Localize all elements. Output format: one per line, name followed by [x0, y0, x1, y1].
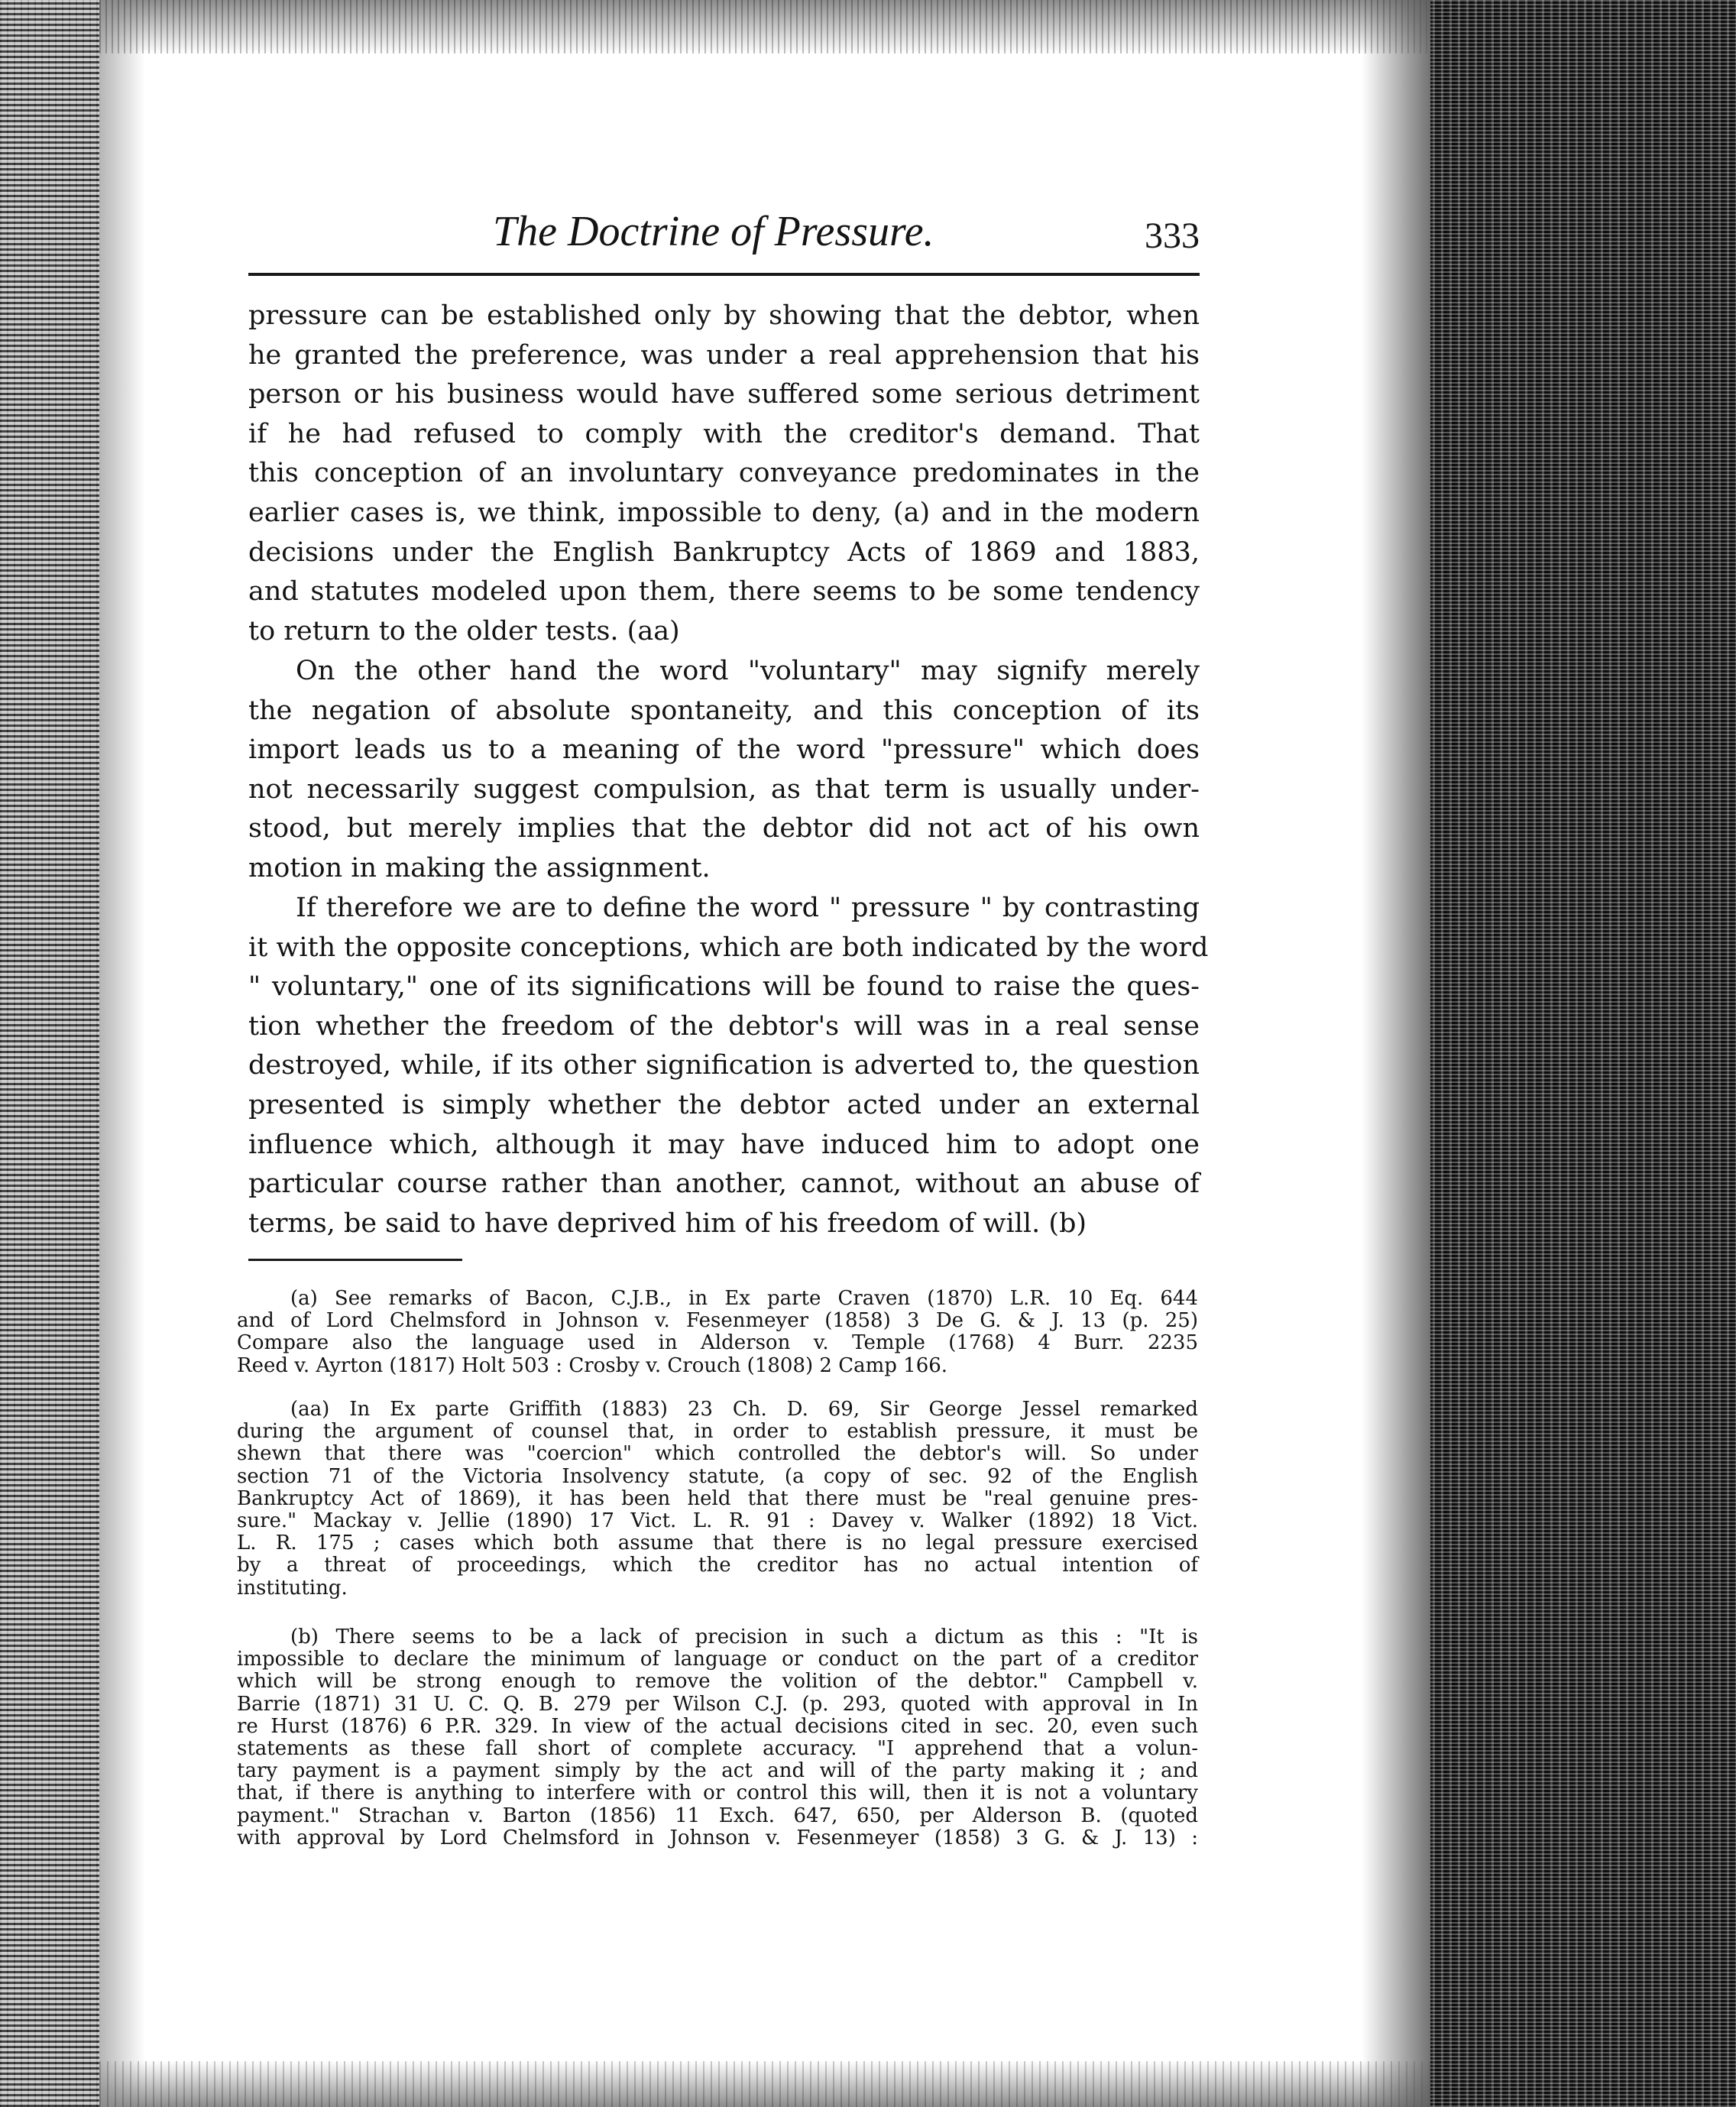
text-line: it with the opposite conceptions, which are both indicated by the word — [248, 932, 1209, 963]
footnote-line: sure." Mackay v. Jellie (1890) 17 Vict. L. R. 91 : Davey v. Walker (1892) 18 Vict. — [237, 1509, 1198, 1533]
footnote-line: with approval by Lord Chelmsford in Johnson v. Fesenmeyer (1858) 3 G. & J. 13) : — [237, 1826, 1198, 1849]
running-title: The Doctrine of Pressure. — [493, 208, 934, 255]
footnote-line: section 71 of the Victoria Insolvency statute, (a copy of sec. 92 of the English — [237, 1464, 1198, 1488]
text-line: pressure can be established only by showing that the debtor, when — [248, 300, 1200, 331]
footnote-separator — [248, 1259, 462, 1261]
footnote-line: L. R. 175 ; cases which both assume that there is no legal pressure exercised — [237, 1532, 1198, 1555]
footnote-a — [237, 1288, 1198, 1377]
body-paragraph-1 — [248, 297, 1200, 651]
footnote-line: shewn that there was "coercion" which controlled the debtor's will. So under — [237, 1442, 1198, 1466]
footnote-b — [237, 1626, 1198, 1849]
text-line: " voluntary," one of its significations will be found to raise the ques- — [248, 971, 1200, 1003]
text-line: decisions under the English Bankruptcy Acts of 1869 and 1883, — [248, 536, 1200, 568]
footnote-line: Compare also the language used in Alderson v. Temple (1768) 4 Burr. 2235 — [237, 1331, 1198, 1355]
footnote-line: payment." Strachan v. Barton (1856) 11 Exch. 647, 650, per Alderson B. (quoted — [237, 1804, 1198, 1827]
text-line: particular course rather than another, cannot, without an abuse of — [248, 1169, 1200, 1200]
footnote-aa — [237, 1399, 1198, 1600]
text-line: If therefore we are to define the word " pressure " by contrasting — [296, 893, 1200, 923]
footnote-line: during the argument of counsel that, in order to establish pressure, it must be — [237, 1420, 1198, 1444]
text-line: the negation of absolute spontaneity, and this conception of its — [248, 695, 1200, 726]
footnote-line: Reed v. Ayrton (1817) Holt 503 : Crosby v. Crouch (1808) 2 Camp 166. — [237, 1353, 948, 1377]
text-line: terms, be said to have deprived him of his freedom of will. (b) — [248, 1207, 1087, 1239]
text-line: and statutes modeled upon them, there seems to be some tendency — [248, 576, 1200, 608]
text-line: he granted the preference, was under a real apprehension that his — [248, 339, 1200, 371]
footnote-line: impossible to declare the minimum of language or conduct on the part of a creditor — [237, 1648, 1198, 1671]
body-paragraph-2 — [248, 652, 1200, 889]
footnote-line: that, if there is anything to interfere with or control this will, then it is not a voluntary — [237, 1781, 1198, 1805]
text-line: not necessarily suggest compulsion, as that term is usually under- — [248, 773, 1200, 805]
footnote-line: Barrie (1871) 31 U. C. Q. B. 279 per Wilson C.J. (p. 293, quoted with approval in In — [237, 1692, 1198, 1716]
text-line: stood, but merely implies that the debtor did not act of his own — [248, 813, 1200, 844]
text-line: motion in making the assignment. — [248, 852, 711, 883]
text-line: On the other hand the word "voluntary" may signify merely — [296, 656, 1200, 686]
footnote-line: Bankruptcy Act of 1869), it has been held that there must be "real genuine pres- — [237, 1486, 1198, 1510]
text-line: influence which, although it may have induced him to adopt one — [248, 1129, 1200, 1160]
text-line: import leads us to a meaning of the word "pressure" which does — [248, 734, 1200, 766]
text-line: person or his business would have suffered some serious detriment — [248, 379, 1200, 410]
text-line: earlier cases is, we think, impossible to deny, (a) and in the modern — [248, 497, 1200, 528]
footnote-line: which will be strong enough to remove the volition of the debtor." Campbell v. — [237, 1670, 1198, 1694]
header-rule — [248, 273, 1200, 276]
text-line: to return to the older tests. (aa) — [248, 615, 680, 647]
footnote-line: and of Lord Chelmsford in Johnson v. Fesenmeyer (1858) 3 De G. & J. 13 (p. 25) — [237, 1309, 1198, 1333]
footnote-line: instituting. — [237, 1576, 348, 1600]
text-line: this conception of an involuntary conveyance predominates in the — [248, 458, 1200, 489]
footnote-line: statements as these fall short of complete accuracy. "I apprehend that a volun- — [237, 1737, 1198, 1761]
page-number: 333 — [1145, 216, 1200, 256]
footnote-line: tary payment is a payment simply by the act and will of the party making it ; and — [237, 1759, 1198, 1783]
footnote-line: (b) There seems to be a lack of precision in such a dictum as this : "It is — [290, 1626, 1198, 1648]
text-line: destroyed, while, if its other signification is adverted to, the question — [248, 1050, 1200, 1081]
body-paragraph-3 — [248, 889, 1209, 1243]
footnote-line: re Hurst (1876) 6 P.R. 329. In view of the actual decisions cited in sec. 20, even such — [237, 1714, 1198, 1738]
text-line: presented is simply whether the debtor acted under an external — [248, 1089, 1200, 1120]
text-line: tion whether the freedom of the debtor's will was in a real sense — [248, 1010, 1200, 1042]
text-line: if he had refused to comply with the creditor's demand. That — [248, 418, 1200, 449]
running-head — [248, 205, 1200, 258]
footnote-line: by a threat of proceedings, which the creditor has no actual intention of — [237, 1554, 1198, 1577]
footnote-line: (aa) In Ex parte Griffith (1883) 23 Ch. D. 69, Sir George Jessel remarked — [290, 1398, 1198, 1421]
footnote-line: (a) See remarks of Bacon, C.J.B., in Ex parte Craven (1870) L.R. 10 Eq. 644 — [290, 1287, 1198, 1310]
